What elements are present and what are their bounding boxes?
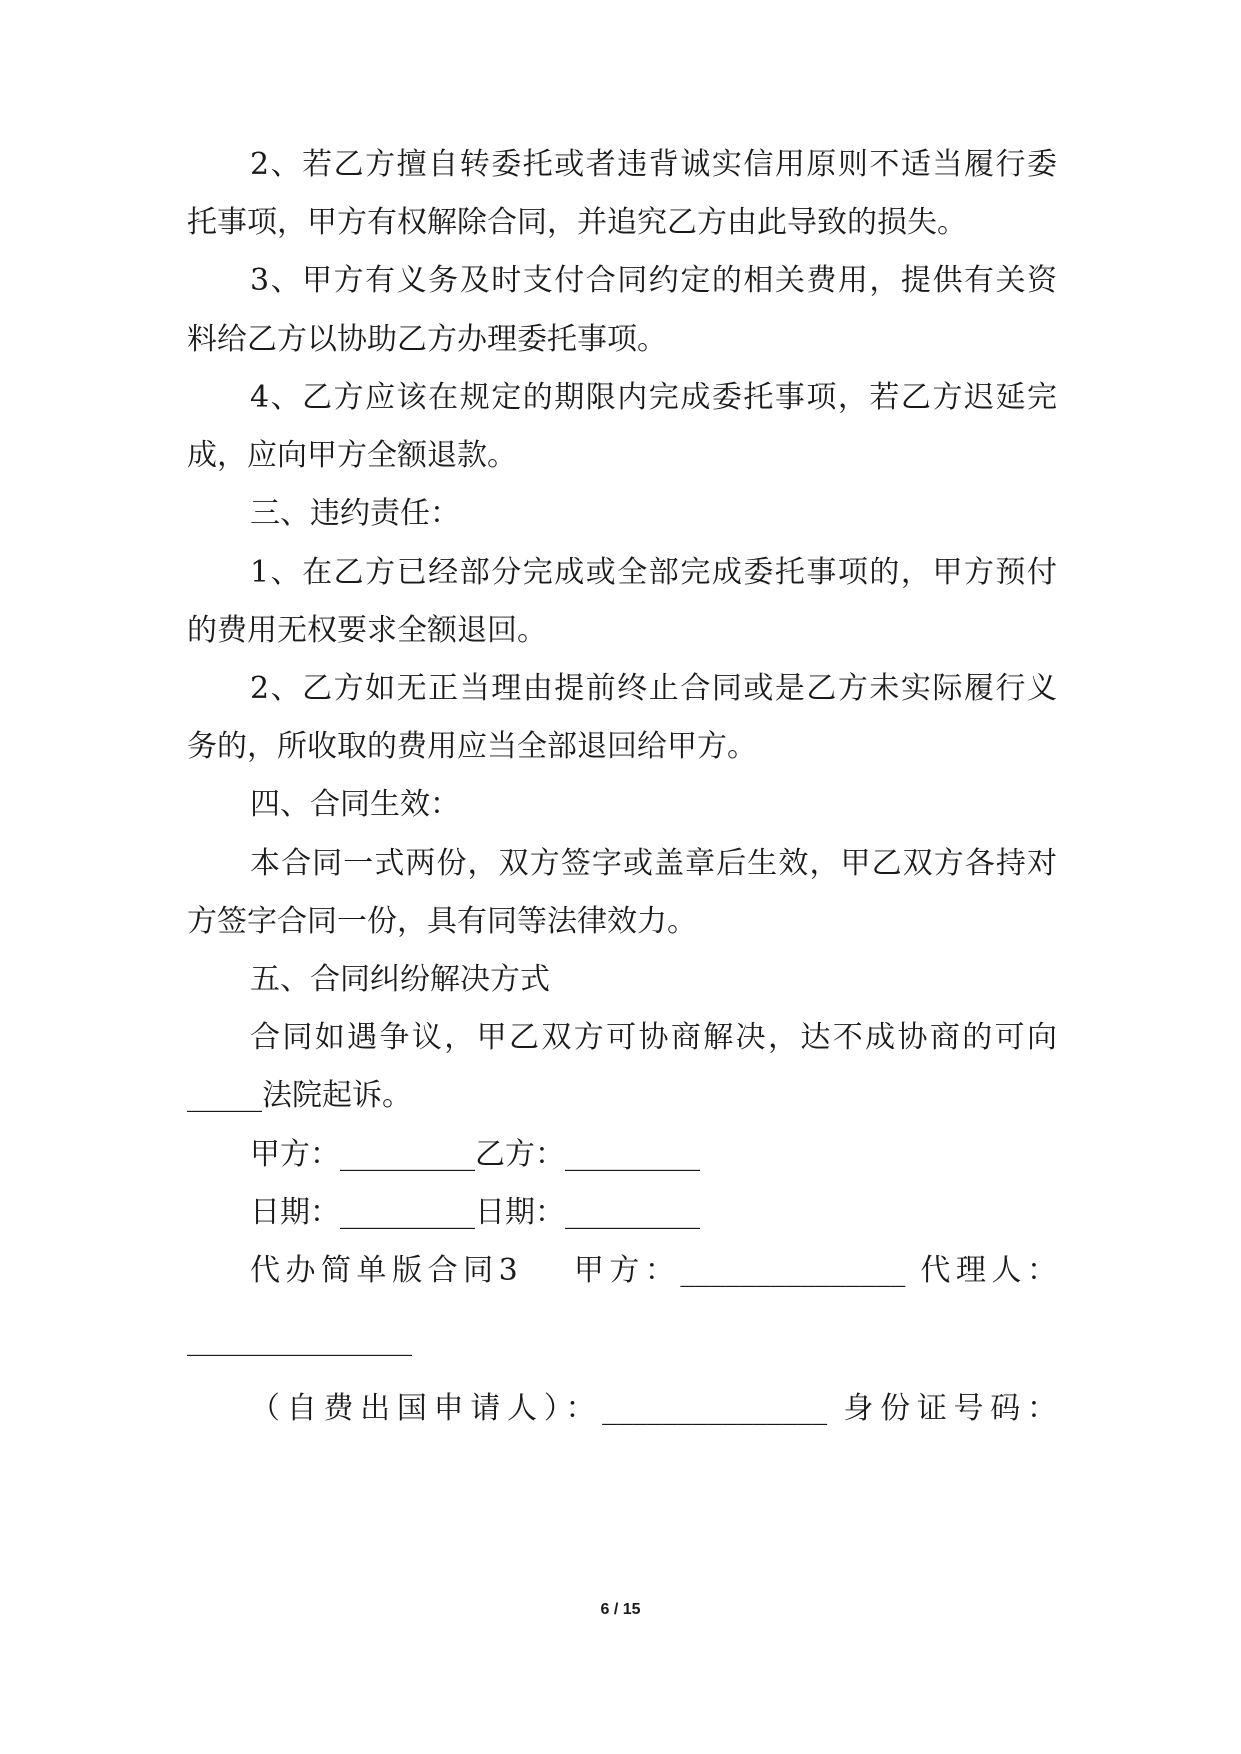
paragraph-10-line-2: _____法院起诉。: [187, 1078, 412, 1113]
paragraph-3-line-1: 4、乙方应该在规定的期限内完成委托事项，若乙方迟延完: [250, 380, 1057, 415]
paragraph-6-line-2: 务的，所收取的费用应当全部退回给甲方。: [187, 729, 757, 764]
paragraph-10-line-1: 合同如遇争议，甲乙双方可协商解决，达不成协商的可向: [250, 1020, 1057, 1055]
paragraph-13-line-1: 代办简单版合同3 甲方：_______________ 代理人：: [250, 1253, 1057, 1288]
paragraph-8-line-2: 方签字合同一份，具有同等法律效力。: [187, 904, 697, 939]
paragraph-8-line-1: 本合同一式两份，双方签字或盖章后生效，甲乙双方各持对: [250, 846, 1057, 881]
paragraph-6-line-1: 2、乙方如无正当理由提前终止合同或是乙方未实际履行义: [250, 671, 1057, 706]
paragraph-13-line-2: _______________: [187, 1322, 412, 1357]
paragraph-2-line-2: 料给乙方以协助乙方办理委托事项。: [187, 322, 667, 357]
signature-party-line: 甲方：_________乙方：_________: [250, 1137, 700, 1172]
paragraph-2-line-1: 3、甲方有义务及时支付合同约定的相关费用，提供有关资: [250, 263, 1057, 298]
paragraph-5-line-1: 1、在乙方已经部分完成或全部完成委托事项的，甲方预付: [250, 555, 1057, 590]
paragraph-5-line-2: 的费用无权要求全额退回。: [187, 613, 547, 648]
page-number: 6 / 15: [600, 1601, 641, 1618]
section-heading-effect: 四、合同生效：: [250, 787, 460, 822]
paragraph-1-line-2: 托事项，甲方有权解除合同，并追究乙方由此导致的损失。: [187, 205, 967, 240]
paragraph-1-line-1: 2、若乙方擅自转委托或者违背诚实信用原则不适当履行委: [250, 147, 1057, 182]
section-heading-dispute: 五、合同纠纷解决方式: [250, 962, 550, 997]
paragraph-14-line-1: （自费出国申请人）：_______________ 身份证号码：: [250, 1391, 1057, 1426]
signature-date-line: 日期：_________日期：_________: [250, 1195, 700, 1230]
section-heading-breach: 三、违约责任：: [250, 496, 460, 531]
paragraph-3-line-2: 成，应向甲方全额退款。: [187, 438, 517, 473]
